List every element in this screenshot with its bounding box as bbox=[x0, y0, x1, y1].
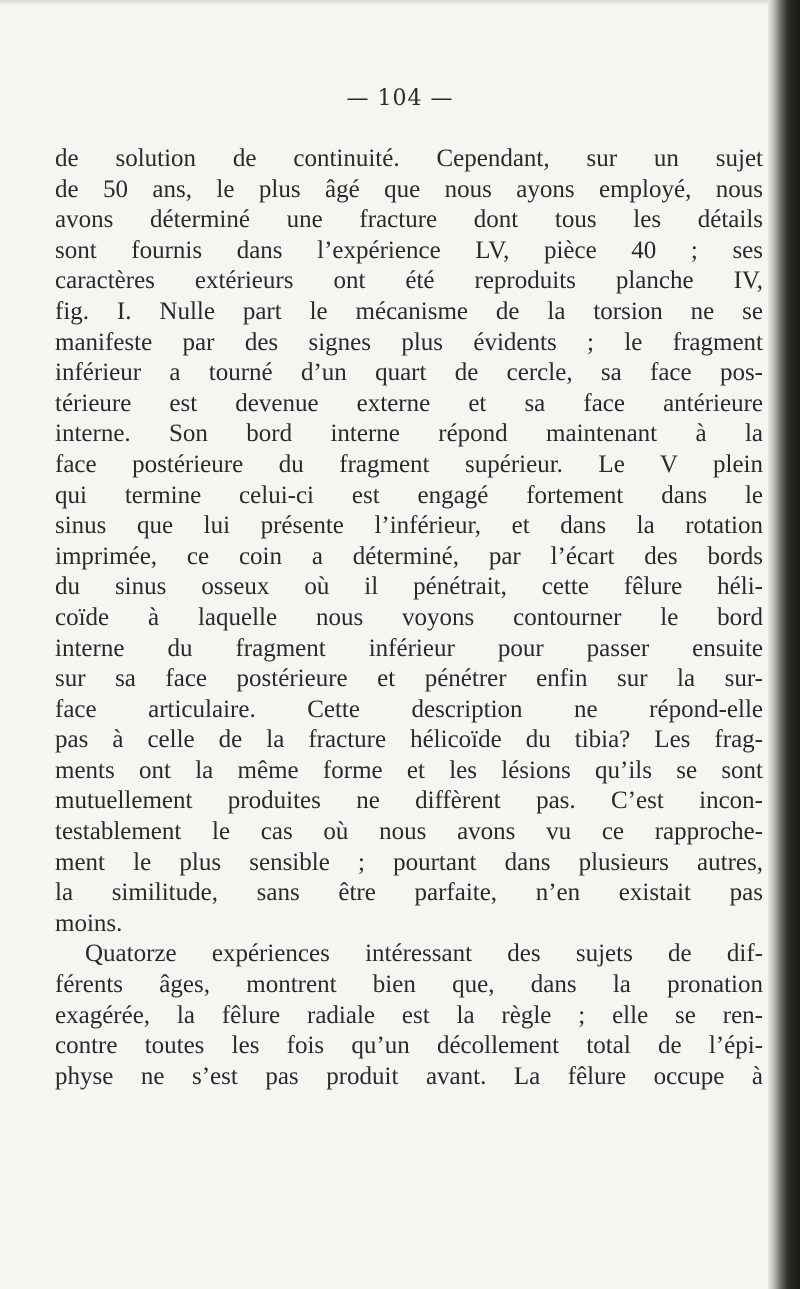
text-line: imprimée, ce coin a déterminé, par l’écart des bords bbox=[55, 542, 763, 570]
page-top-shadow bbox=[0, 0, 800, 6]
text-line: inférieur a tourné d’un quart de cercle, sa face pos- bbox=[55, 359, 763, 387]
text-line: fig. I. Nulle part le mécanisme de la torsion ne se bbox=[55, 297, 763, 325]
text-line: caractères extérieurs ont été reproduits planche IV, bbox=[55, 267, 763, 295]
text-line: férents âges, montrent bien que, dans la pronation bbox=[55, 971, 763, 999]
text-line: face articulaire. Cette description ne répond-elle bbox=[55, 695, 763, 723]
book-binding-edge bbox=[768, 0, 800, 1289]
text-line: contre toutes les fois qu’un décollement total de l’épi- bbox=[55, 1032, 763, 1060]
page-number: — 104 — bbox=[346, 86, 454, 111]
text-line: mutuellement produites ne diffèrent pas. C’est incon- bbox=[55, 787, 763, 815]
text-line: coïde à laquelle nous voyons contourner le bord bbox=[55, 603, 763, 631]
text-line: térieure est devenue externe et sa face antérieure bbox=[55, 389, 763, 417]
text-line: physe ne s’est pas produit avant. La fêlure occupe à bbox=[55, 1062, 763, 1090]
text-line: interne. Son bord interne répond maintenant à la bbox=[55, 420, 763, 448]
text-line: sont fournis dans l’expérience LV, pièce 40 ; ses bbox=[55, 236, 763, 264]
text-line: interne du fragment inférieur pour passer ensuite bbox=[55, 634, 763, 662]
text-line: ment le plus sensible ; pourtant dans plusieurs autres, bbox=[55, 848, 763, 876]
text-line: de solution de continuité. Cependant, sur un sujet bbox=[55, 145, 763, 172]
text-line: du sinus osseux où il pénétrait, cette fêlure héli- bbox=[55, 573, 763, 601]
body-text bbox=[55, 144, 763, 1092]
text-line: avons déterminé une fracture dont tous les détails bbox=[55, 206, 763, 234]
text-line: ments ont la même forme et les lésions qu’ils se sont bbox=[55, 756, 763, 784]
text-line: Quatorze expériences intéressant des sujets de dif- bbox=[85, 940, 763, 968]
text-line: testablement le cas où nous avons vu ce rapproche- bbox=[55, 818, 763, 846]
text-line: sur sa face postérieure et pénétrer enfin sur la sur- bbox=[55, 665, 763, 693]
text-line: qui termine celui-ci est engagé fortement dans le bbox=[55, 481, 763, 509]
text-line: moins. bbox=[55, 909, 123, 937]
text-line: manifeste par des signes plus évidents ; le fragment bbox=[55, 328, 763, 356]
text-line: face postérieure du fragment supérieur. Le V plein bbox=[55, 450, 763, 478]
text-line: pas à celle de la fracture hélicoïde du tibia? Les frag- bbox=[55, 726, 763, 754]
text-line: exagérée, la fêlure radiale est la règle ; elle se ren- bbox=[55, 1001, 763, 1029]
text-line: la similitude, sans être parfaite, n’en existait pas bbox=[55, 879, 763, 907]
text-line: de 50 ans, le plus âgé que nous ayons employé, nous bbox=[55, 175, 763, 203]
text-line: sinus que lui présente l’inférieur, et dans la rotation bbox=[55, 512, 763, 540]
